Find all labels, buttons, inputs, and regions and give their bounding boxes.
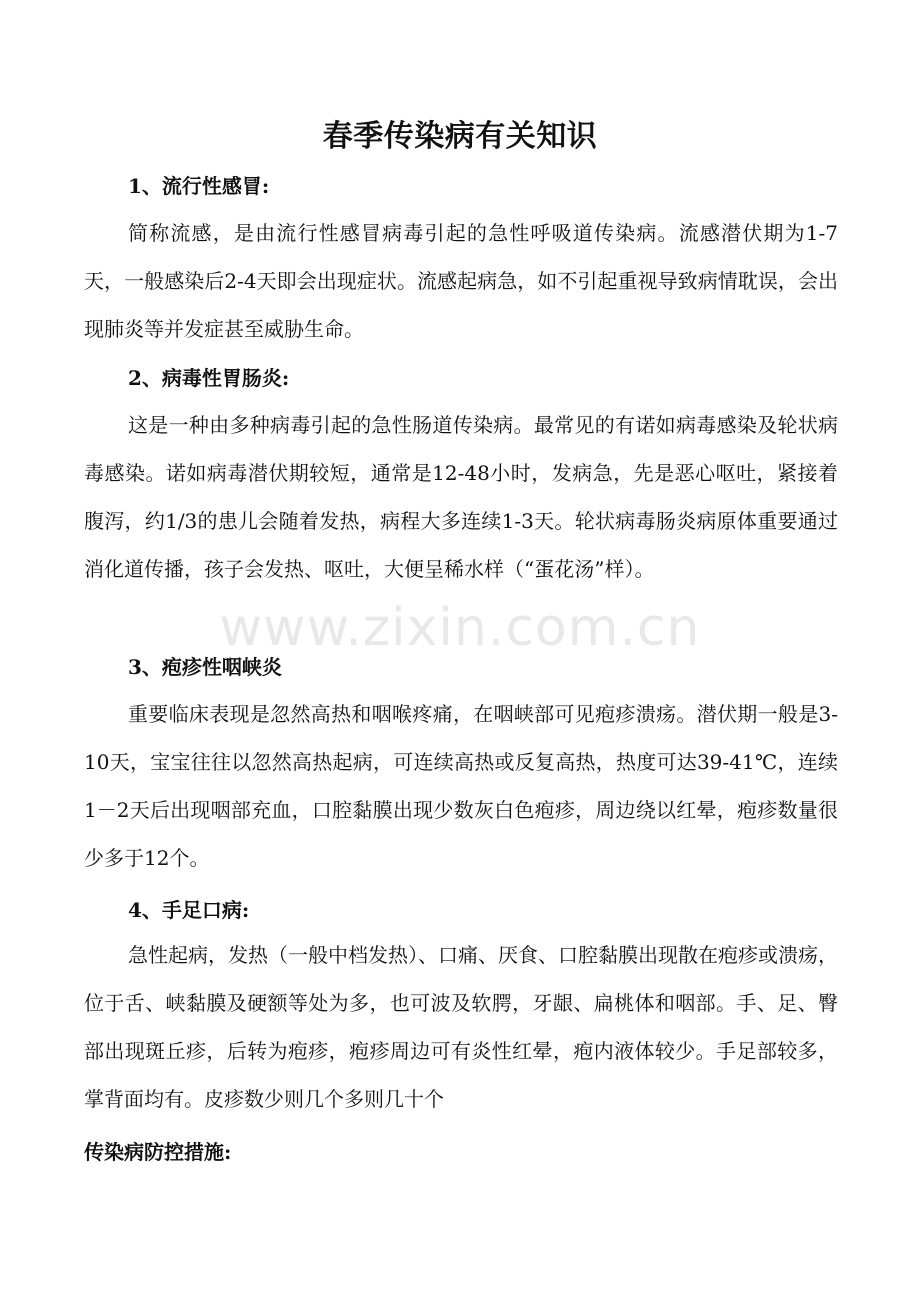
section-heading-hfmd: 4、手足口病: (128, 898, 250, 922)
section-body-gastroenteritis: 这是一种由多种病毒引起的急性肠道传染病。最常见的有诺如病毒感染及轮状病毒感染。诺如病毒潜伏期较短，通常是12-48小时，发病急，先是恶心呕吐，紧接着腹泻，约1/3的患儿会随着发热，病程大多连续1-3天。轮状病毒肠炎病原体重要通过消化道传播，孩子会发热、呕吐，大便呈稀水样（“蛋花汤”样）。 (84, 413, 838, 581)
section-body-hfmd: 急性起病，发热（一般中档发热）、口痛、厌食、口腔黏膜出现散在疱疹或溃疡，位于舌、峡黏膜及硬额等处为多，也可波及软腭，牙龈、扁桃体和咽部。手、足、臀部出现斑丘疹，后转为疱疹，疱疹周边可有炎性红晕，疱内液体较少。手足部较多，掌背面均有。皮疹数少则几个多则几十个 (84, 943, 838, 1111)
section-heading-gastroenteritis: 2、病毒性胃肠炎: (128, 366, 290, 390)
section-body-flu: 简称流感，是由流行性感冒病毒引起的急性呼吸道传染病。流感潜伏期为1-7天，一般感染后2-4天即会出现症状。流感起病急，如不引起重视导致病情耽误，会出现肺炎等并发症甚至威胁生命。 (84, 221, 838, 341)
section-body-herpangina: 重要临床表现是忽然高热和咽喉疼痛，在咽峡部可见疱疹溃疡。潜伏期一般是3-10天，宝宝往往以忽然高热起病，可连续高热或反复高热，热度可达39-41℃，连续1－2天后出现咽部充血，口腔黏膜出现少数灰白色疱疹，周边绕以红晕，疱疹数量很少多于12个。 (84, 702, 838, 870)
measures-heading: 传染病防控措施: (84, 1140, 232, 1164)
document-title: 春季传染病有关知识 (322, 119, 598, 154)
watermark: www.zixin.com.cn (219, 598, 701, 658)
section-heading-herpangina: 3、疱疹性咽峡炎 (128, 655, 282, 679)
section-heading-flu: 1、流行性感冒: (128, 174, 270, 198)
